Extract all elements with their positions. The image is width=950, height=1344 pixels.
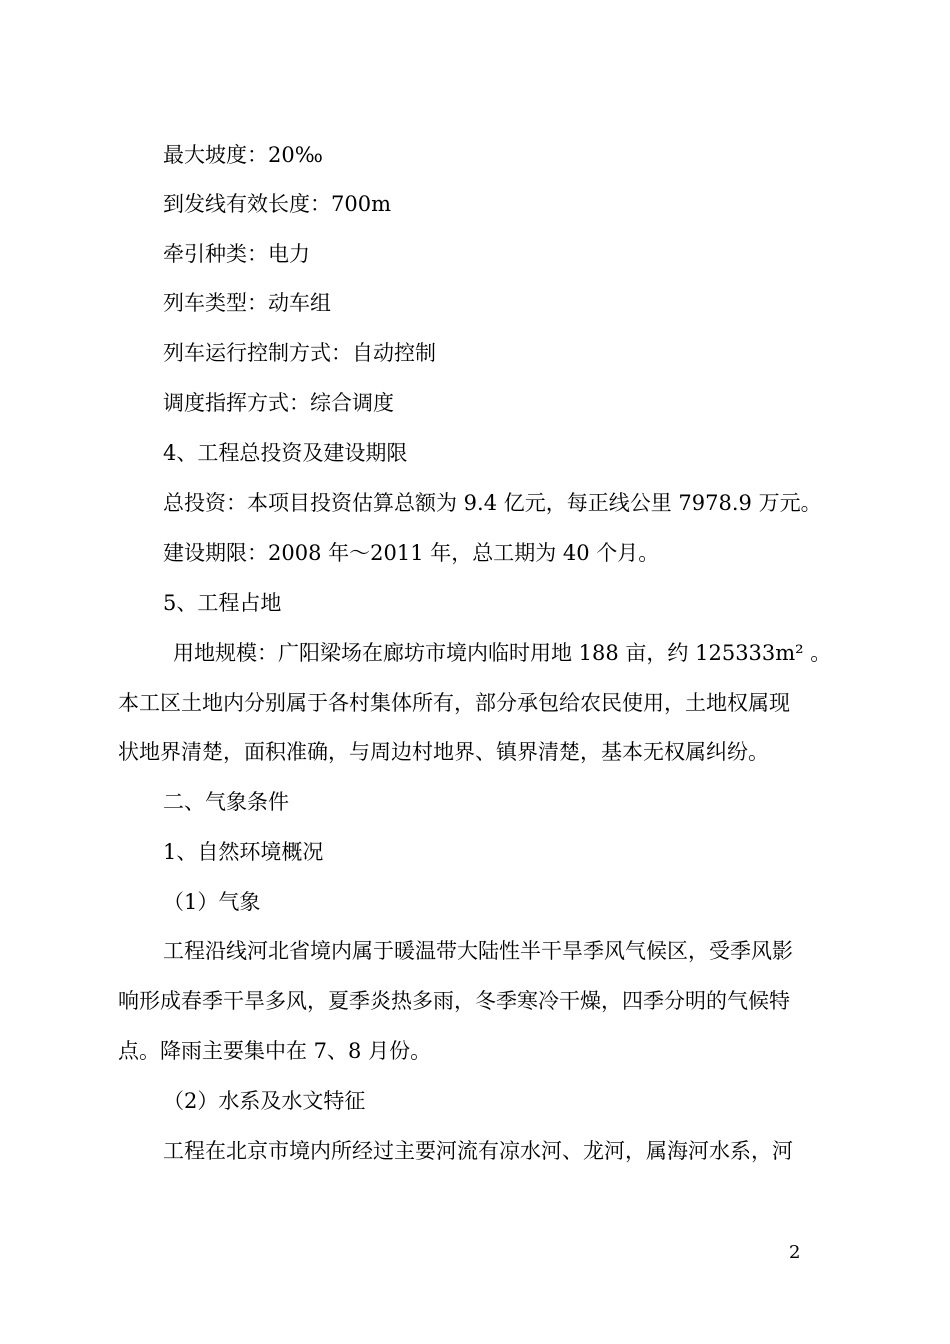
text-line: 工程沿线河北省境内属于暖温带大陆性半干旱季风气候区，受季风影 (163, 939, 793, 963)
text-line: 工程在北京市境内所经过主要河流有凉水河、龙河，属海河水系，河 (163, 1139, 793, 1163)
page-number: 2 (789, 1242, 801, 1263)
text-line: 调度指挥方式：综合调度 (163, 391, 394, 415)
text-line: 建设期限：2008 年～2011 年，总工期为 40 个月。 (163, 541, 660, 565)
text-line: 列车类型：动车组 (163, 291, 331, 315)
section-heading: 1、自然环境概况 (163, 840, 324, 864)
text-line: 本工区土地内分别属于各村集体所有，部分承包给农民使用，土地权属现 (118, 691, 790, 715)
subsection-heading: （1）气象 (163, 890, 261, 914)
section-heading: 二、气象条件 (163, 790, 289, 814)
text-line: 状地界清楚，面积准确，与周边村地界、镇界清楚，基本无权属纠纷。 (118, 740, 769, 764)
text-line: 到发线有效长度：700m (163, 192, 391, 216)
subsection-heading: （2）水系及水文特征 (163, 1089, 366, 1113)
section-heading: 5、工程占地 (163, 591, 282, 615)
text-line: 点。降雨主要集中在 7、8 月份。 (118, 1039, 432, 1063)
text-line: 总投资：本项目投资估算总额为 9.4 亿元，每正线公里 7978.9 万元。 (163, 491, 822, 515)
section-heading: 4、工程总投资及建设期限 (163, 441, 408, 465)
text-line: 列车运行控制方式：自动控制 (163, 341, 436, 365)
text-line: 最大坡度：20‰ (163, 143, 323, 167)
text-line: 用地规模：广阳梁场在廊坊市境内临时用地 188 亩，约 125333m² 。 (173, 641, 832, 665)
text-line: 响形成春季干旱多风，夏季炎热多雨，冬季寒冷干燥，四季分明的气候特 (118, 989, 790, 1013)
text-line: 牵引种类：电力 (163, 242, 310, 266)
